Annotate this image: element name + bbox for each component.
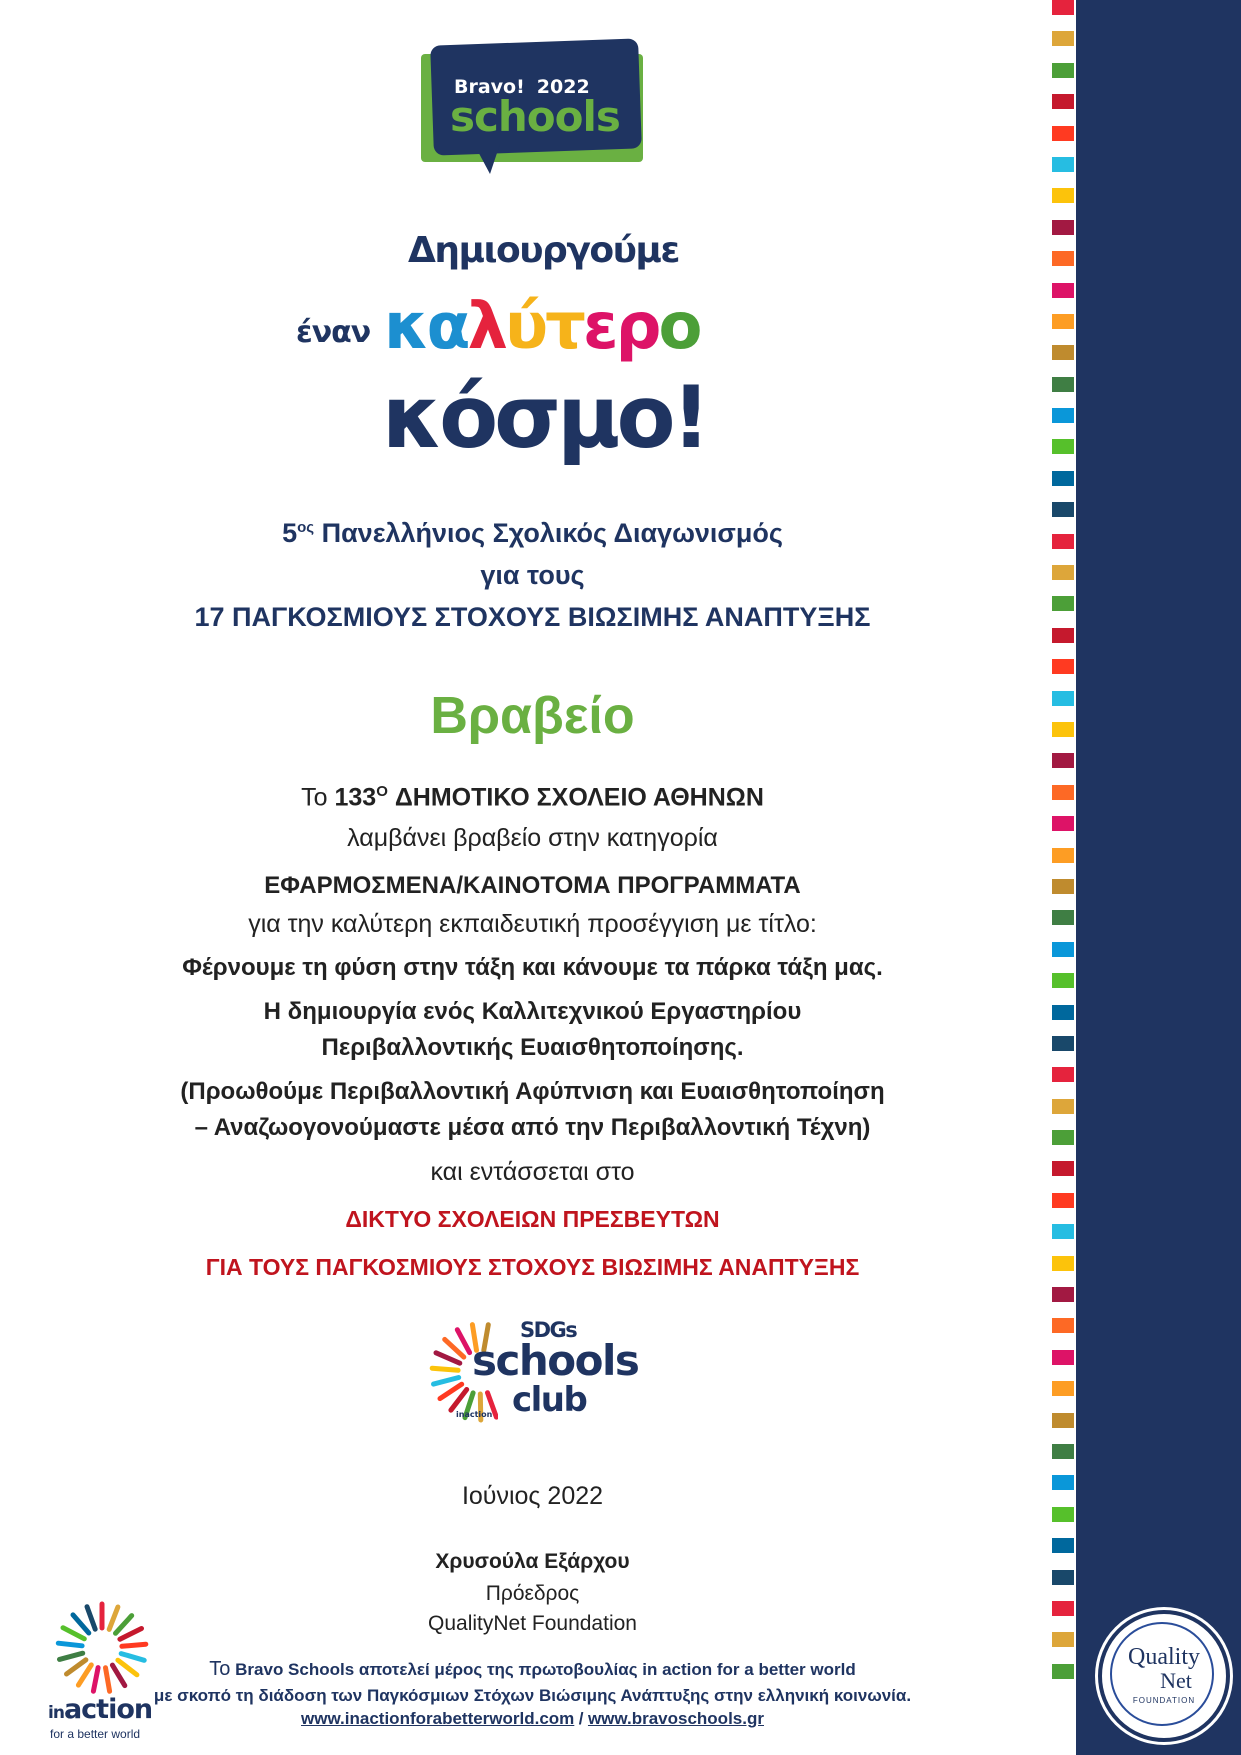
school-line xyxy=(60,783,1005,812)
signatory-role: Πρόεδρος xyxy=(485,1582,580,1605)
inaction-word-action: action xyxy=(63,1694,153,1725)
strip-segment xyxy=(1052,1381,1074,1396)
strip-segment xyxy=(1052,1413,1074,1428)
headline-letter: ρ xyxy=(615,290,659,364)
footer-line1 xyxy=(60,1658,1005,1681)
bravoschools-website-link[interactable]: www.bravoschools.gr xyxy=(587,1709,764,1728)
headline-colored-word xyxy=(384,290,699,364)
school-ordinal: Ο xyxy=(376,783,388,800)
signatory-org: QualityNet Foundation xyxy=(428,1612,637,1635)
sunburst-ray xyxy=(63,1628,84,1639)
logo-schools-word: schools xyxy=(450,92,620,141)
award-category: ΕΦΑΡΜΟΣΜΕΝΑ/ΚΑΙΝΟΤΟΜΑ ΠΡΟΓΡΑΜΜΑΤΑ xyxy=(264,872,801,899)
headline-letter: α xyxy=(426,290,468,364)
strip-segment xyxy=(1052,973,1074,988)
inaction-word-in: in xyxy=(48,1703,64,1723)
strip-segment xyxy=(1052,94,1074,109)
strip-segment xyxy=(1052,879,1074,894)
receives-text: λαμβάνει βραβείο στην κατηγορία xyxy=(347,824,718,852)
headline-line2-small: έναν xyxy=(296,315,371,350)
school-number: 133 xyxy=(334,783,377,812)
sunburst-ray xyxy=(93,1668,98,1692)
sdgs-inaction-small: inaction xyxy=(456,1410,493,1419)
strip-segment xyxy=(1052,251,1074,266)
strip-segment xyxy=(1052,1287,1074,1302)
strip-segment xyxy=(1052,596,1074,611)
inaction-logo xyxy=(46,1596,166,1741)
sunburst-ray xyxy=(112,1665,124,1686)
sunburst-ray xyxy=(58,1643,82,1646)
club-word: club xyxy=(512,1380,587,1420)
strip-segment xyxy=(1052,848,1074,863)
competition-line xyxy=(60,518,1005,549)
strip-segment xyxy=(1052,126,1074,141)
headline-letter: τ xyxy=(545,290,583,364)
competition-name: Πανελλήνιος Σχολικός Διαγωνισμός xyxy=(321,518,783,548)
footer-link-separator: / xyxy=(578,1709,584,1728)
sunburst-ray xyxy=(436,1353,460,1363)
strip-segment xyxy=(1052,1538,1074,1553)
strip-segment xyxy=(1052,1005,1074,1020)
sdg-color-strip xyxy=(1052,0,1074,1755)
inaction-tagline: for a better world xyxy=(50,1727,141,1741)
footer-links xyxy=(60,1709,1005,1729)
competition-number: 5 xyxy=(282,518,298,548)
sdgs-schools-club-logo xyxy=(428,1310,638,1425)
seal-foundation: FOUNDATION xyxy=(1132,1696,1196,1705)
sdgs-word: SDGs xyxy=(520,1318,577,1342)
strip-segment xyxy=(1052,942,1074,957)
strip-segment xyxy=(1052,1318,1074,1333)
project-title-3a: (Προωθούμε Περιβαλλοντική Αφύπνιση και Ευαισθητοποίηση xyxy=(180,1078,885,1105)
schools-word: schools xyxy=(472,1336,639,1385)
strip-segment xyxy=(1052,910,1074,925)
sunburst-ray xyxy=(67,1660,86,1674)
intro-line2: για τους xyxy=(480,560,585,590)
strip-segment xyxy=(1052,1475,1074,1490)
sunburst-ray xyxy=(78,1665,91,1685)
footer-line1-bold: Bravo Schools αποτελεί μέρος της πρωτοβουλίας in action for a better world xyxy=(235,1660,856,1679)
qualitynet-seal xyxy=(1098,1610,1230,1742)
headline-letter: κ xyxy=(384,290,427,364)
strip-segment xyxy=(1052,188,1074,203)
sunburst-ray xyxy=(118,1660,137,1675)
footer-line2: με σκοπό τη διάδοση των Παγκόσμιων Στόχων Βιώσιμης Ανάπτυξης στην ελληνική κοινωνία. xyxy=(153,1686,912,1705)
strip-segment xyxy=(1052,377,1074,392)
strip-segment xyxy=(1052,1570,1074,1585)
project-title-1: Φέρνουμε τη φύση στην τάξη και κάνουμε τα πάρκα τάξη μας. xyxy=(182,954,883,981)
network-line2: ΓΙΑ ΤΟΥΣ ΠΑΓΚΟΣΜΙΟΥΣ ΣΤΟΧΟΥΣ ΒΙΩΣΙΜΗΣ ΑΝΑΠΤΥΞΗΣ xyxy=(205,1254,860,1280)
approach-text: για την καλύτερη εκπαιδευτική προσέγγιση με τίτλο: xyxy=(248,910,817,938)
strip-segment xyxy=(1052,31,1074,46)
strip-segment xyxy=(1052,1161,1074,1176)
strip-segment xyxy=(1052,1224,1074,1239)
sunburst-ray xyxy=(120,1629,142,1640)
strip-segment xyxy=(1052,1632,1074,1647)
headline-letter: λ xyxy=(467,290,505,364)
strip-segment xyxy=(1052,1193,1074,1208)
certificate-date: Ιούνιος 2022 xyxy=(461,1482,604,1510)
strip-segment xyxy=(1052,157,1074,172)
strip-segment xyxy=(1052,0,1074,15)
strip-segment xyxy=(1052,785,1074,800)
strip-segment xyxy=(1052,314,1074,329)
logo-year: 2022 xyxy=(536,76,590,98)
strip-segment xyxy=(1052,1507,1074,1522)
strip-segment xyxy=(1052,1130,1074,1145)
inaction-website-link[interactable]: www.inactionforabetterworld.com xyxy=(301,1709,575,1728)
sunburst-ray xyxy=(121,1654,144,1661)
seal-quality: Quality xyxy=(1128,1644,1200,1670)
headline-line1: Δημιουργούμε xyxy=(408,230,679,271)
project-title-3b: – Αναζωογονούμαστε μέσα από την Περιβαλλοντική Τέχνη) xyxy=(194,1114,871,1141)
strip-segment xyxy=(1052,753,1074,768)
inaction-wordmark xyxy=(48,1694,152,1725)
strip-segment xyxy=(1052,628,1074,643)
headline-letter: ύ xyxy=(504,290,546,364)
school-name: ΔΗΜΟΤΙΚΟ ΣΧΟΛΕΙΟ ΑΘΗΝΩΝ xyxy=(394,783,764,812)
headline-line3: κόσμο! xyxy=(382,368,707,468)
project-title-2a: Η δημιουργία ενός Καλλιτεχνικού Εργαστηρίου xyxy=(263,998,802,1025)
network-line1: ΔΙΚΤΥΟ ΣΧΟΛΕΙΩΝ ΠΡΕΣΒΕΥΤΩΝ xyxy=(345,1206,720,1232)
strip-segment xyxy=(1052,1067,1074,1082)
strip-segment xyxy=(1052,534,1074,549)
sunburst-ray xyxy=(109,1607,118,1629)
logo-brand: Bravo! xyxy=(454,76,525,98)
strip-segment xyxy=(1052,1601,1074,1616)
strip-segment xyxy=(1052,439,1074,454)
strip-segment xyxy=(1052,408,1074,423)
sunburst-ray xyxy=(432,1368,458,1370)
strip-segment xyxy=(1052,220,1074,235)
inaction-sunburst-icon xyxy=(46,1596,166,1696)
strip-segment xyxy=(1052,1036,1074,1051)
seal-net: Net xyxy=(1160,1668,1192,1693)
joins-text: και εντάσσεται στο xyxy=(430,1158,635,1186)
sunburst-ray xyxy=(445,1339,464,1357)
competition-ordinal: ος xyxy=(297,519,315,536)
strip-segment xyxy=(1052,659,1074,674)
strip-segment xyxy=(1052,283,1074,298)
bravo-schools-logo xyxy=(418,40,648,190)
strip-segment xyxy=(1052,345,1074,360)
sunburst-ray xyxy=(106,1668,110,1692)
sunburst-ray xyxy=(122,1644,146,1646)
sunburst-ray xyxy=(73,1615,89,1633)
strip-segment xyxy=(1052,722,1074,737)
school-prefix: Το xyxy=(301,783,328,812)
headline-letter: ο xyxy=(658,290,700,364)
sunburst-ray xyxy=(87,1607,95,1630)
project-title-2b: Περιβαλλοντικής Ευαισθητοποίησης. xyxy=(321,1034,744,1061)
strip-segment xyxy=(1052,691,1074,706)
strip-segment xyxy=(1052,565,1074,580)
strip-segment xyxy=(1052,63,1074,78)
sunburst-ray xyxy=(434,1378,459,1385)
strip-segment xyxy=(1052,1350,1074,1365)
strip-segment xyxy=(1052,502,1074,517)
strip-segment xyxy=(1052,1664,1074,1679)
strip-segment xyxy=(1052,471,1074,486)
logo-bubble-tail xyxy=(474,144,500,174)
navy-side-band xyxy=(1076,0,1241,1755)
sunburst-ray xyxy=(60,1653,83,1659)
award-title: Βραβείο xyxy=(430,687,635,745)
signatory-name: Χρυσούλα Εξάρχου xyxy=(435,1550,630,1573)
headline-letter: ε xyxy=(583,290,616,364)
strip-segment xyxy=(1052,1444,1074,1459)
intro-line3: 17 ΠΑΓΚΟΣΜΙΟΥΣ ΣΤΟΧΟΥΣ ΒΙΩΣΙΜΗΣ ΑΝΑΠΤΥΞΗΣ xyxy=(194,602,871,632)
strip-segment xyxy=(1052,1256,1074,1271)
sunburst-ray xyxy=(457,1330,469,1353)
strip-segment xyxy=(1052,816,1074,831)
footer-prefix: Το xyxy=(209,1658,231,1680)
sunburst-ray xyxy=(116,1616,132,1634)
strip-segment xyxy=(1052,1099,1074,1114)
